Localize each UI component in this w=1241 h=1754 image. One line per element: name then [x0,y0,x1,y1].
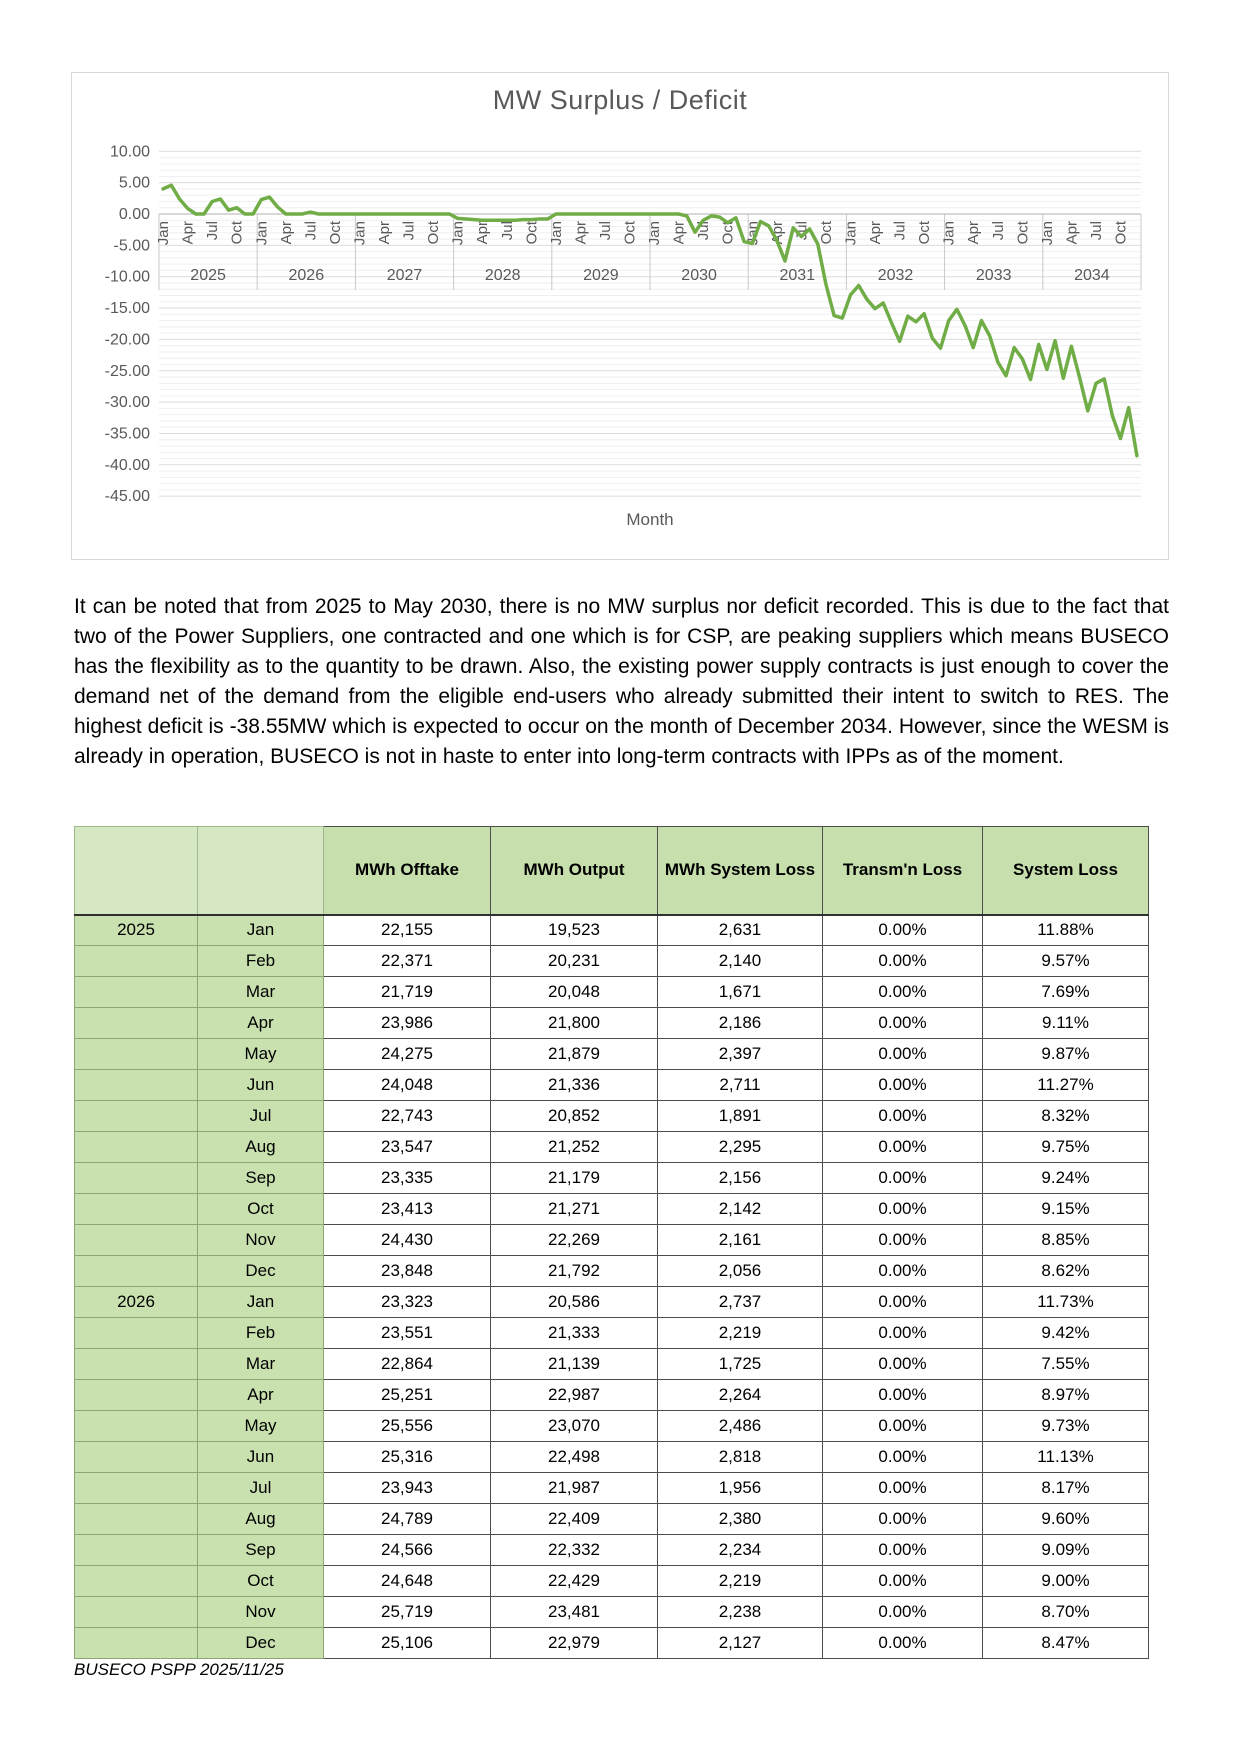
value-cell: 21,792 [491,1256,658,1287]
year-cell [75,1349,198,1380]
svg-text:Apr: Apr [277,221,295,245]
value-cell: 21,139 [491,1349,658,1380]
value-cell: 0.00% [823,1008,983,1039]
value-cell: 2,737 [658,1287,823,1318]
svg-text:-20.00: -20.00 [104,331,150,349]
value-cell: 2,818 [658,1442,823,1473]
table-row [75,1566,1149,1597]
year-cell [75,1101,198,1132]
svg-text:Apr: Apr [670,221,688,245]
year-cell [75,1008,198,1039]
value-cell: 25,316 [324,1442,491,1473]
value-cell: 2,295 [658,1132,823,1163]
value-cell: 0.00% [823,1225,983,1256]
month-cell: Aug [198,1132,324,1163]
value-cell: 21,179 [491,1163,658,1194]
value-cell: 8.47% [983,1628,1149,1659]
value-cell: 7.55% [983,1349,1149,1380]
value-cell: 23,413 [324,1194,491,1225]
value-cell: 23,070 [491,1411,658,1442]
svg-text:2025: 2025 [190,267,226,284]
value-cell: 0.00% [823,915,983,946]
value-cell: 11.73% [983,1287,1149,1318]
value-cell: 0.00% [823,1473,983,1504]
table-row [75,1256,1149,1287]
table-row [75,1163,1149,1194]
month-cell: May [198,1411,324,1442]
chart-title: MW Surplus / Deficit [492,85,748,115]
table-row [75,1504,1149,1535]
svg-text:Oct: Oct [1014,221,1032,245]
svg-text:2029: 2029 [583,267,619,284]
value-cell: 25,556 [324,1411,491,1442]
value-cell: 22,987 [491,1380,658,1411]
value-cell: 21,719 [324,977,491,1008]
month-cell: Feb [198,946,324,977]
value-cell: 2,219 [658,1566,823,1597]
svg-text:-45.00: -45.00 [104,488,150,506]
value-cell: 20,048 [491,977,658,1008]
svg-text:2027: 2027 [386,267,423,284]
value-cell: 9.60% [983,1504,1149,1535]
table-header-row [75,827,1149,915]
svg-text:Jan: Jan [744,221,762,246]
value-cell: 24,566 [324,1535,491,1566]
value-cell: 22,371 [324,946,491,977]
value-cell: 21,800 [491,1008,658,1039]
svg-text:-10.00: -10.00 [104,268,150,286]
table-header-cell: Transm'n Loss [823,827,983,915]
table-row [75,1411,1149,1442]
value-cell: 8.62% [983,1256,1149,1287]
month-cell: Dec [198,1256,324,1287]
value-cell: 2,397 [658,1039,823,1070]
value-cell: 24,275 [324,1039,491,1070]
year-cell [75,1442,198,1473]
year-cell [75,1256,198,1287]
value-cell: 21,333 [491,1318,658,1349]
value-cell: 22,429 [491,1566,658,1597]
value-cell: 0.00% [823,1039,983,1070]
year-cell [75,946,198,977]
svg-text:Oct: Oct [326,221,344,245]
value-cell: 25,106 [324,1628,491,1659]
year-cell [75,1566,198,1597]
table-header-cell: System Loss [983,827,1149,915]
svg-text:-30.00: -30.00 [104,394,150,412]
value-cell: 0.00% [823,1597,983,1628]
svg-text:Jul: Jul [891,221,909,241]
year-cell [75,1597,198,1628]
value-cell: 23,481 [491,1597,658,1628]
svg-text:Jan: Jan [646,221,664,246]
value-cell: 11.13% [983,1442,1149,1473]
value-cell: 2,056 [658,1256,823,1287]
svg-text:Oct: Oct [817,221,835,245]
value-cell: 2,219 [658,1318,823,1349]
svg-text:Oct: Oct [621,221,639,245]
value-cell: 0.00% [823,1566,983,1597]
value-cell: 2,238 [658,1597,823,1628]
svg-text:Oct: Oct [425,221,443,245]
year-cell [75,1411,198,1442]
year-cell [75,1628,198,1659]
value-cell: 21,252 [491,1132,658,1163]
year-cell [75,977,198,1008]
value-cell: 22,269 [491,1225,658,1256]
svg-text:-40.00: -40.00 [104,456,150,474]
svg-text:2030: 2030 [681,267,717,284]
table-row [75,1380,1149,1411]
value-cell: 11.88% [983,915,1149,946]
value-cell: 0.00% [823,1318,983,1349]
table-row [75,1225,1149,1256]
value-cell: 9.24% [983,1163,1149,1194]
year-cell [75,1163,198,1194]
value-cell: 9.15% [983,1194,1149,1225]
value-cell: 0.00% [823,946,983,977]
value-cell: 23,335 [324,1163,491,1194]
table-corner-cell [75,827,198,915]
value-cell: 22,332 [491,1535,658,1566]
svg-text:Jul: Jul [302,221,320,241]
table-row [75,1349,1149,1380]
value-cell: 20,586 [491,1287,658,1318]
value-cell: 21,271 [491,1194,658,1225]
svg-text:Jul: Jul [400,221,418,241]
value-cell: 0.00% [823,1070,983,1101]
value-cell: 7.69% [983,977,1149,1008]
table-row [75,1318,1149,1349]
value-cell: 2,631 [658,915,823,946]
year-cell [75,1535,198,1566]
value-cell: 23,323 [324,1287,491,1318]
svg-text:Jul: Jul [695,221,713,241]
value-cell: 2,142 [658,1194,823,1225]
table-row [75,915,1149,946]
value-cell: 1,725 [658,1349,823,1380]
month-cell: Mar [198,977,324,1008]
value-cell: 0.00% [823,1628,983,1659]
month-cell: Nov [198,1225,324,1256]
document-footer-note: BUSECO PSPP 2025/11/25 [74,1660,284,1679]
value-cell: 24,048 [324,1070,491,1101]
value-cell: 23,848 [324,1256,491,1287]
value-cell: 25,251 [324,1380,491,1411]
year-cell: 2025 [75,915,198,946]
value-cell: 2,127 [658,1628,823,1659]
month-cell: Dec [198,1628,324,1659]
month-cell: May [198,1039,324,1070]
value-cell: 0.00% [823,1411,983,1442]
month-cell: Sep [198,1163,324,1194]
value-cell: 22,409 [491,1504,658,1535]
value-cell: 24,789 [324,1504,491,1535]
svg-text:Oct: Oct [228,221,246,245]
table-row [75,1039,1149,1070]
value-cell: 0.00% [823,1442,983,1473]
value-cell: 8.32% [983,1101,1149,1132]
year-cell [75,1318,198,1349]
year-cell [75,1039,198,1070]
value-cell: 20,231 [491,946,658,977]
svg-text:-25.00: -25.00 [104,362,150,380]
month-cell: Jun [198,1070,324,1101]
value-cell: 22,864 [324,1349,491,1380]
svg-text:2033: 2033 [975,267,1012,284]
table-row [75,1287,1149,1318]
table-row [75,1132,1149,1163]
value-cell: 9.00% [983,1566,1149,1597]
svg-text:Jan: Jan [351,221,369,246]
svg-text:Oct: Oct [719,221,737,245]
svg-text:Jan: Jan [940,221,958,246]
svg-text:Jul: Jul [596,221,614,241]
value-cell: 9.57% [983,946,1149,977]
value-cell: 0.00% [823,1380,983,1411]
value-cell: 9.87% [983,1039,1149,1070]
value-cell: 22,743 [324,1101,491,1132]
svg-text:Jul: Jul [989,221,1007,241]
svg-text:Jul: Jul [1087,221,1105,241]
year-cell: 2026 [75,1287,198,1318]
value-cell: 0.00% [823,1101,983,1132]
svg-text:Jul: Jul [498,221,516,241]
month-cell: Jan [198,1287,324,1318]
value-cell: 23,943 [324,1473,491,1504]
year-cell [75,1473,198,1504]
table-row [75,1628,1149,1659]
month-cell: Mar [198,1349,324,1380]
value-cell: 21,336 [491,1070,658,1101]
value-cell: 24,430 [324,1225,491,1256]
svg-text:Oct: Oct [523,221,541,245]
svg-text:Jan: Jan [842,221,860,246]
table-row [75,1535,1149,1566]
value-cell: 0.00% [823,1194,983,1225]
svg-text:Apr: Apr [179,221,197,245]
value-cell: 0.00% [823,1504,983,1535]
table-header-cell: MWh Offtake [324,827,491,915]
value-cell: 0.00% [823,1287,983,1318]
value-cell: 22,155 [324,915,491,946]
svg-text:Apr: Apr [376,221,394,245]
value-cell: 22,498 [491,1442,658,1473]
value-cell: 2,264 [658,1380,823,1411]
month-cell: Nov [198,1597,324,1628]
value-cell: 0.00% [823,1256,983,1287]
svg-text:-15.00: -15.00 [104,300,150,318]
svg-text:Jul: Jul [204,221,222,241]
value-cell: 24,648 [324,1566,491,1597]
value-cell: 19,523 [491,915,658,946]
table-row [75,1008,1149,1039]
value-cell: 21,879 [491,1039,658,1070]
year-cell [75,1380,198,1411]
value-cell: 8.17% [983,1473,1149,1504]
svg-text:Jan: Jan [449,221,467,246]
month-cell: Jul [198,1473,324,1504]
table-row [75,1597,1149,1628]
value-cell: 2,234 [658,1535,823,1566]
month-cell: Jan [198,915,324,946]
svg-text:2026: 2026 [288,267,325,284]
year-cell [75,1504,198,1535]
value-cell: 2,380 [658,1504,823,1535]
energy-data-table [74,826,1149,1659]
table-row [75,1473,1149,1504]
value-cell: 2,156 [658,1163,823,1194]
table-header-cell: MWh Output [491,827,658,915]
value-cell: 9.09% [983,1535,1149,1566]
value-cell: 9.42% [983,1318,1149,1349]
month-cell: Oct [198,1566,324,1597]
svg-text:Apr: Apr [965,221,983,245]
svg-text:-35.00: -35.00 [104,425,150,443]
value-cell: 8.85% [983,1225,1149,1256]
table-row [75,1194,1149,1225]
month-cell: Jul [198,1101,324,1132]
year-cell [75,1225,198,1256]
month-cell: Oct [198,1194,324,1225]
value-cell: 2,186 [658,1008,823,1039]
value-cell: 8.97% [983,1380,1149,1411]
svg-text:0.00: 0.00 [118,206,150,223]
svg-text:10.00: 10.00 [109,143,150,161]
mw-surplus-deficit-chart [71,72,1169,560]
value-cell: 8.70% [983,1597,1149,1628]
svg-text:Jan: Jan [547,221,565,246]
month-cell: Jun [198,1442,324,1473]
svg-text:Month: Month [626,510,674,529]
svg-text:5.00: 5.00 [118,174,150,192]
year-cell [75,1070,198,1101]
table-corner-cell [198,827,324,915]
svg-text:Apr: Apr [572,221,590,245]
month-cell: Aug [198,1504,324,1535]
svg-text:Apr: Apr [474,221,492,245]
value-cell: 9.11% [983,1008,1149,1039]
month-cell: Apr [198,1380,324,1411]
year-cell [75,1194,198,1225]
svg-text:Apr: Apr [867,221,885,245]
svg-text:2034: 2034 [1074,267,1110,284]
value-cell: 0.00% [823,977,983,1008]
value-cell: 2,486 [658,1411,823,1442]
value-cell: 2,161 [658,1225,823,1256]
svg-text:Jul: Jul [793,221,811,241]
value-cell: 2,140 [658,946,823,977]
table-row [75,946,1149,977]
value-cell: 11.27% [983,1070,1149,1101]
value-cell: 23,547 [324,1132,491,1163]
month-cell: Apr [198,1008,324,1039]
table-header-cell: MWh System Loss [658,827,823,915]
svg-text:2032: 2032 [877,267,914,284]
value-cell: 22,979 [491,1628,658,1659]
value-cell: 23,986 [324,1008,491,1039]
value-cell: 1,891 [658,1101,823,1132]
value-cell: 0.00% [823,1163,983,1194]
value-cell: 0.00% [823,1132,983,1163]
svg-text:Jan: Jan [155,221,173,246]
value-cell: 23,551 [324,1318,491,1349]
year-cell [75,1132,198,1163]
month-cell: Feb [198,1318,324,1349]
table-row [75,1070,1149,1101]
value-cell: 20,852 [491,1101,658,1132]
value-cell: 1,671 [658,977,823,1008]
table-row [75,1101,1149,1132]
svg-text:Oct: Oct [1112,221,1130,245]
value-cell: 9.75% [983,1132,1149,1163]
svg-text:2028: 2028 [484,267,521,284]
svg-text:-5.00: -5.00 [113,237,150,255]
value-cell: 0.00% [823,1535,983,1566]
body-paragraph: It can be noted that from 2025 to May 2030, there is no MW surplus nor deficit recorded. This is due to the fact that two of the Power Suppliers, one contracted and one which is for CSP, are peaking suppliers which means BUSECO has the flexibility as to the quantity to be drawn. Also, the existing power supply contracts is just enough to cover the demand net of the demand from the eligible end-users who already submitted their intent to switch to RES. The highest deficit is -38.55MW which is expected to occur on the month of December 2034. However, since the WESM is already in operation, BUSECO is not in haste to enter into long-term contracts with IPPs as of the moment. [74,595,1169,768]
svg-text:Jan: Jan [1038,221,1056,246]
month-cell: Sep [198,1535,324,1566]
svg-text:Oct: Oct [916,221,934,245]
value-cell: 2,711 [658,1070,823,1101]
value-cell: 21,987 [491,1473,658,1504]
svg-text:Jan: Jan [253,221,271,246]
value-cell: 0.00% [823,1349,983,1380]
table-row [75,977,1149,1008]
table-row [75,1442,1149,1473]
svg-text:Apr: Apr [1063,221,1081,245]
value-cell: 1,956 [658,1473,823,1504]
chart-plot-area [72,73,1167,558]
svg-text:2031: 2031 [779,267,816,284]
value-cell: 9.73% [983,1411,1149,1442]
svg-text:Apr: Apr [768,221,786,245]
value-cell: 25,719 [324,1597,491,1628]
